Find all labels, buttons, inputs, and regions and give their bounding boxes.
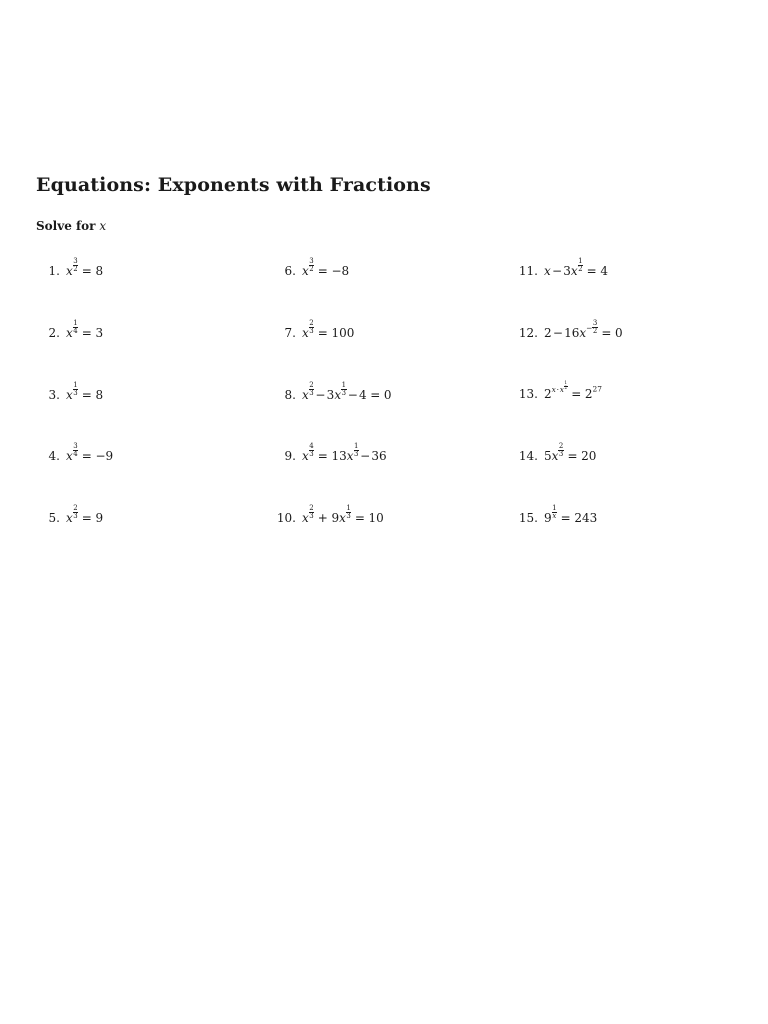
problem-equation: x $\frac{2}{3}$ = 100 — [302, 319, 355, 340]
problem-equation: x − 3x $\frac{1}{2}$ = 4 — [544, 257, 608, 278]
problem-9 — [272, 443, 387, 463]
problem-number: 14. — [518, 448, 538, 463]
problem-1 — [36, 258, 103, 278]
problem-equation: x $\frac{2}{3}$ − 3x $\frac{1}{3}$ − 4 = 0 — [302, 381, 392, 402]
problem-equation: 9 $\frac{1}{x}$ = 243 — [544, 504, 598, 525]
problem-number: 11. — [518, 263, 538, 278]
problem-number: 5. — [48, 510, 60, 525]
problem-number: 9. — [284, 448, 296, 463]
problem-number: 6. — [284, 263, 296, 278]
problem-15 — [508, 505, 597, 525]
problem-number: 1. — [48, 263, 60, 278]
problem-number: 3. — [48, 387, 60, 402]
instruction-label: Solve for — [36, 219, 96, 233]
problem-equation: x $\frac{1}{4}$ = 3 — [66, 319, 104, 340]
problem-equation: x $\frac{3}{2}$ = 8 — [66, 257, 104, 278]
problem-2 — [36, 320, 103, 340]
problem-equation: x $\frac{4}{3}$ = 13x $\frac{1}{3}$ − 36 — [302, 442, 387, 463]
problem-5 — [36, 505, 103, 525]
problem-equation: x $\frac{2}{3}$ = 9 — [66, 504, 104, 525]
problem-number: 15. — [518, 510, 538, 525]
instruction — [36, 219, 106, 233]
problem-equation: x $\frac{3}{4}$ = −9 — [66, 442, 114, 463]
problem-number: 8. — [284, 387, 296, 402]
problem-number: 2. — [48, 325, 60, 340]
problem-7 — [272, 320, 354, 340]
problem-equation: x $\frac{3}{2}$ = −8 — [302, 257, 350, 278]
problem-4 — [36, 443, 113, 463]
page-title: Equations: Exponents with Fractions — [36, 174, 431, 196]
problem-10 — [272, 505, 384, 525]
problem-equation: x $\frac{2}{3}$ + 9x $\frac{1}{3}$ = 10 — [302, 504, 384, 525]
problem-number: 4. — [48, 448, 60, 463]
problem-13 — [508, 382, 602, 402]
problem-6 — [272, 258, 349, 278]
instruction-variable: x — [99, 219, 107, 233]
problem-12 — [508, 320, 623, 340]
problem-8 — [272, 382, 391, 402]
problem-number: 13. — [518, 386, 538, 401]
problem-number: 10. — [276, 510, 296, 525]
problem-11 — [508, 258, 608, 278]
problem-number: 7. — [284, 325, 296, 340]
problem-equation: 2 − 16x− $\frac{3}{2}$ = 0 — [544, 319, 623, 340]
problem-equation: 5x $\frac{2}{3}$ = 20 — [544, 442, 597, 463]
problem-equation: $2^{x \cdot x \frac{1}{2}}$ = $2^{27}$ — [544, 381, 602, 401]
problem-3 — [36, 382, 103, 402]
problem-14 — [508, 443, 596, 463]
problem-number: 12. — [518, 325, 538, 340]
problem-equation: x $\frac{1}{3}$ = 8 — [66, 381, 104, 402]
